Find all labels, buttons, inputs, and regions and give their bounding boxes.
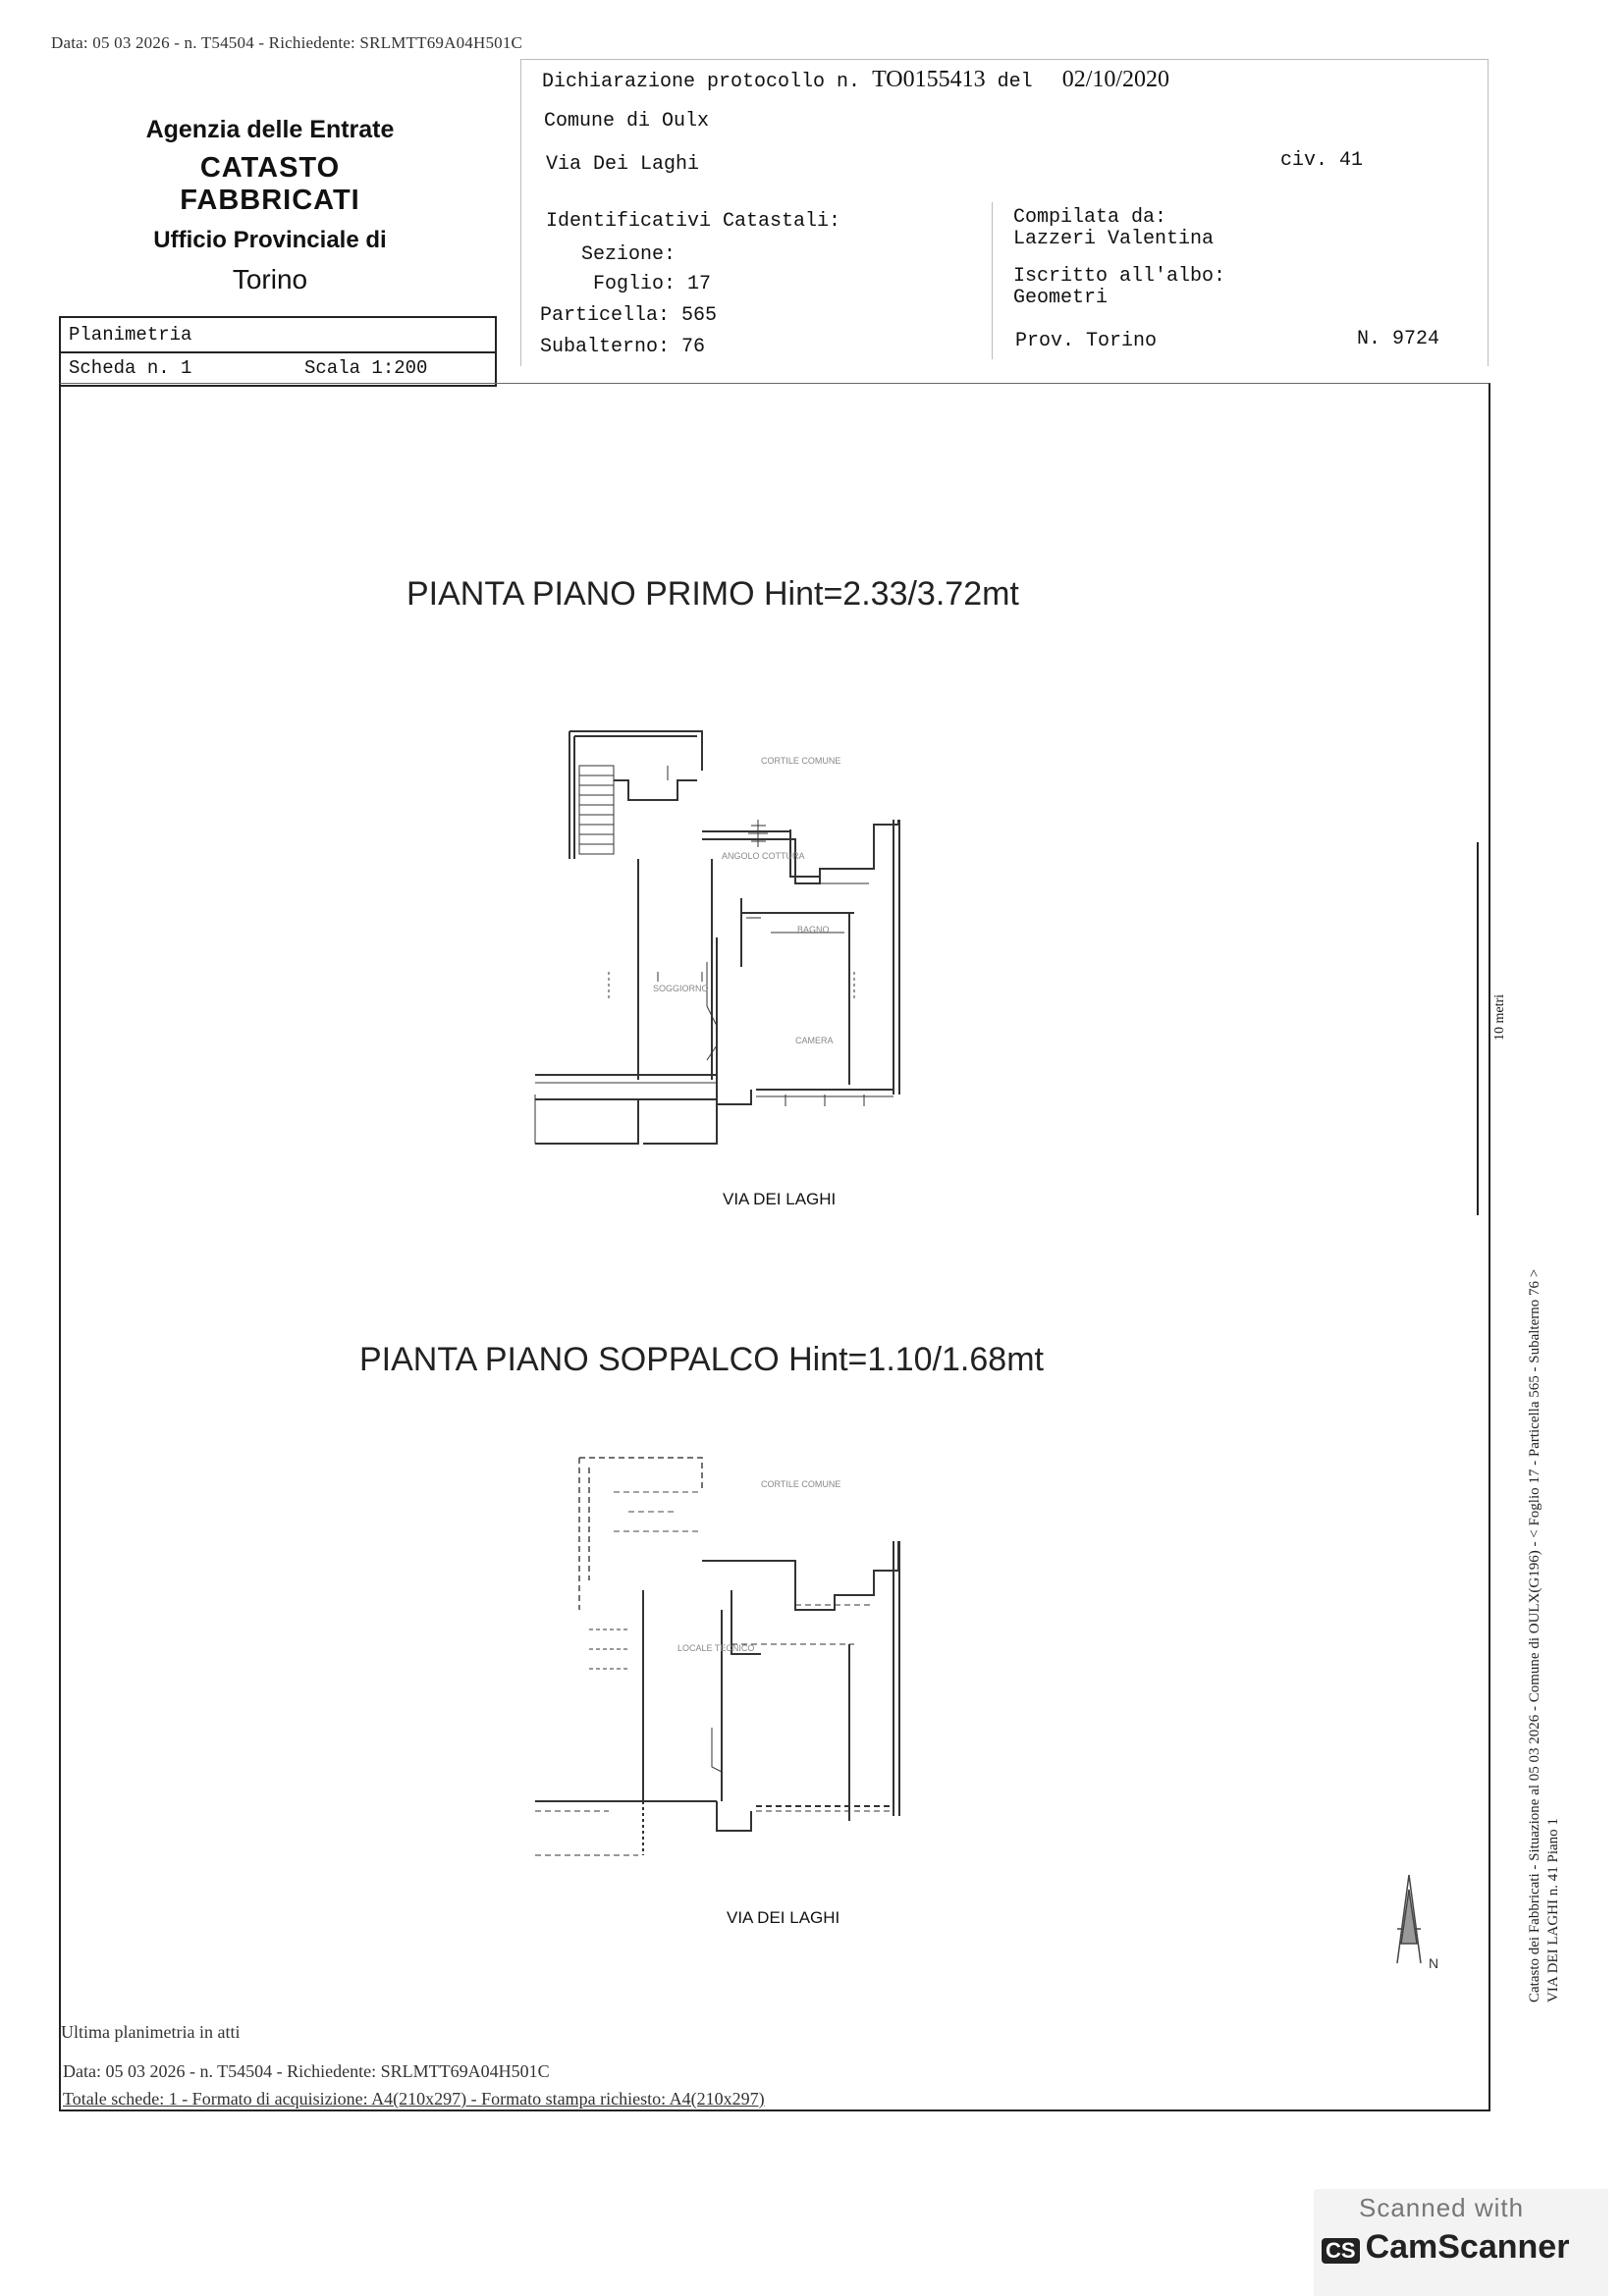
civic-number: civ. 41	[1280, 149, 1364, 172]
footer-meta-line: Data: 05 03 2026 - n. T54504 - Richiedente: SRLMTT69A04H501C	[63, 2061, 550, 2081]
office-city: Torino	[232, 264, 308, 294]
register-number: N. 9724	[1357, 328, 1440, 350]
province: Prov. Torino	[1015, 330, 1158, 352]
protocol-label: Dichiarazione protocollo n.	[542, 71, 861, 93]
camscanner-logo-icon: CS	[1322, 2238, 1360, 2264]
scale-label: 10 metri	[1492, 993, 1507, 1041]
scanner-label: Scanned with	[1359, 2193, 1525, 2222]
header-meta-line: Data: 05 03 2026 - n. T54504 - Richiedente: SRLMTT69A04H501C	[51, 33, 523, 52]
mezzanine-plan	[530, 1433, 992, 1895]
protocol-number: TO0155413	[872, 67, 986, 92]
side-catasto-line: Catasto dei Fabbricati - Situazione al 05 03 2026 - Comune di OULX(G196) - < Foglio 17 - Particella 565 - Subalterno 76 >	[1527, 1268, 1543, 2002]
plan-info-box	[59, 316, 497, 387]
identificativi-label: Identificativi Catastali:	[546, 210, 841, 233]
room-label: CORTILE COMUNE	[761, 1479, 841, 1489]
side-address-line: VIA DEI LAGHI n. 41 Piano 1	[1545, 1818, 1561, 2002]
plan-title: Planimetria	[69, 324, 192, 346]
declaration-divider	[992, 202, 993, 359]
office-label: Ufficio Provinciale di	[153, 227, 387, 253]
plan-sheet: Scheda n. 1	[69, 357, 192, 379]
subalterno: Subalterno: 76	[540, 336, 706, 358]
agency-header	[108, 116, 432, 295]
last-plan-note: Ultima planimetria in atti	[61, 2022, 241, 2042]
room-label: ANGOLO COTTURA	[722, 851, 805, 861]
mezzanine-title: PIANTA PIANO SOPPALCO Hint=1.10/1.68mt	[359, 1341, 1044, 1378]
room-label: SOGGIORNO	[653, 984, 709, 993]
plan-box-divider	[61, 351, 495, 353]
scanner-brand	[1322, 2228, 1569, 2267]
agency-name: Agenzia delle Entrate	[145, 116, 395, 143]
plan-scale: Scala 1:200	[304, 357, 428, 379]
room-label: CAMERA	[795, 1036, 834, 1045]
north-label: N	[1429, 1955, 1439, 1971]
particella: Particella: 565	[540, 304, 718, 327]
protocol-date-label: del	[997, 71, 1033, 93]
scanner-brand-text: CamScanner	[1365, 2228, 1570, 2266]
sezione: Sezione:	[581, 243, 677, 266]
first-floor-plan	[530, 721, 992, 1183]
compiler-label: Compilata da:	[1013, 206, 1167, 229]
foglio: Foglio: 17	[593, 273, 712, 295]
room-label: LOCALE TECNICO	[677, 1643, 755, 1653]
first-floor-street: VIA DEI LAGHI	[723, 1190, 837, 1208]
street-address: Via Dei Laghi	[546, 153, 700, 176]
footer-totals: Totale schede: 1 - Formato di acquisizione: A4(210x297) - Formato stampa richiesto: A4(210x297)	[63, 2089, 765, 2109]
compiler-name: Lazzeri Valentina	[1013, 228, 1215, 250]
north-arrow-icon	[1380, 1870, 1448, 1978]
comune: Comune di Oulx	[544, 110, 710, 133]
room-label: BAGNO	[797, 925, 830, 934]
first-floor-title: PIANTA PIANO PRIMO Hint=2.33/3.72mt	[406, 575, 1019, 613]
protocol-date: 02/10/2020	[1061, 67, 1170, 92]
register-value: Geometri	[1013, 287, 1109, 309]
register-label: Iscritto all'albo:	[1013, 265, 1226, 288]
protocol-line	[542, 67, 1169, 93]
mezzanine-street: VIA DEI LAGHI	[727, 1908, 840, 1927]
room-label: CORTILE COMUNE	[761, 756, 841, 766]
catasto-title: CATASTO FABBRICATI	[180, 152, 360, 216]
scale-bar	[1477, 842, 1479, 1215]
